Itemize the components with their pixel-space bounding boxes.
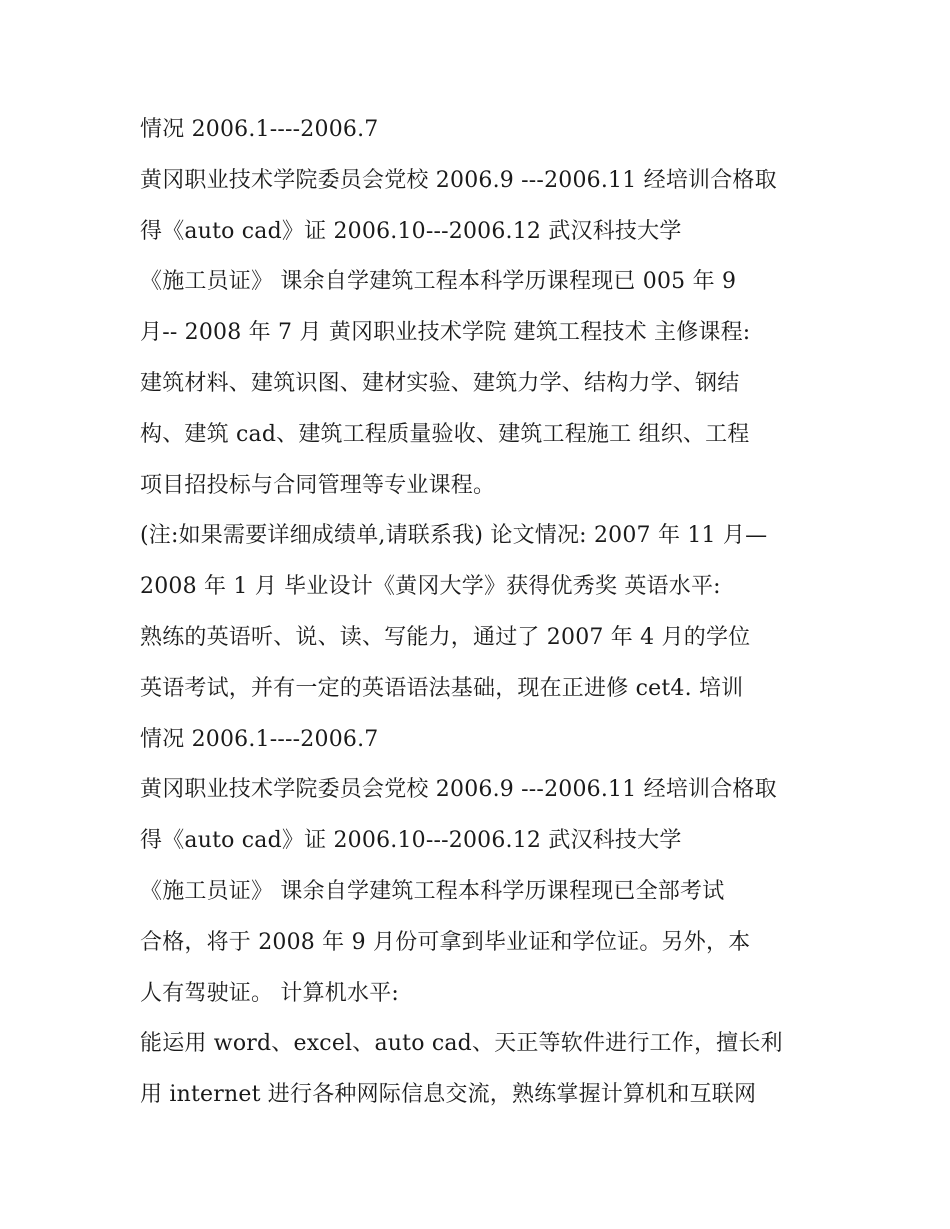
text-line: 得《auto cad》证 2006.10---2006.12 武汉科技大学 (140, 218, 682, 244)
text-line: 2008 年 1 月 毕业设计《黄冈大学》获得优秀奖 英语水平: (140, 574, 721, 600)
text-line: 黄冈职业技术学院委员会党校 2006.9 ---2006.11 经培训合格取 (140, 167, 777, 193)
text-line: 黄冈职业技术学院委员会党校 2006.9 ---2006.11 经培训合格取 (140, 777, 777, 803)
text-line: 熟练的英语听、说、读、写能力，通过了 2007 年 4 月的学位 (140, 624, 751, 650)
text-line: 得《auto cad》证 2006.10---2006.12 武汉科技大学 (140, 828, 682, 854)
text-line: 项目招投标与合同管理等专业课程。 (140, 472, 496, 498)
text-line: 英语考试，并有一定的英语语法基础，现在正进修 cet4. 培训 (140, 675, 744, 701)
text-line: 情况 2006.1----2006.7 (140, 726, 379, 752)
text-line: (注:如果需要详细成绩单,请联系我) 论文情况: 2007 年 11 月— (140, 523, 768, 549)
text-line: 《施工员证》 课余自学建筑工程本科学历课程现已全部考试 (140, 878, 725, 904)
text-line: 月-- 2008 年 7 月 黄冈职业技术学院 建筑工程技术 主修课程: (140, 320, 751, 346)
text-line: 人有驾驶证。 计算机水平: (140, 980, 400, 1006)
text-line: 合格，将于 2008 年 9 月份可拿到毕业证和学位证。另外，本 (140, 929, 751, 955)
document-body (140, 105, 820, 1121)
text-line: 情况 2006.1----2006.7 (140, 117, 379, 142)
text-line: 《施工员证》 课余自学建筑工程本科学历课程现已 005 年 9 (140, 269, 737, 295)
text-line: 构、建筑 cad、建筑工程质量验收、建筑工程施工 组织、工程 (140, 421, 750, 447)
text-line: 用 internet 进行各种网际信息交流，熟练掌握计算机和互联网 (140, 1082, 757, 1108)
text-line: 建筑材料、建筑识图、建材实验、建筑力学、结构力学、钢结 (140, 370, 740, 396)
text-line: 能运用 word、excel、auto cad、天正等软件进行工作，擅长利 (140, 1031, 783, 1057)
